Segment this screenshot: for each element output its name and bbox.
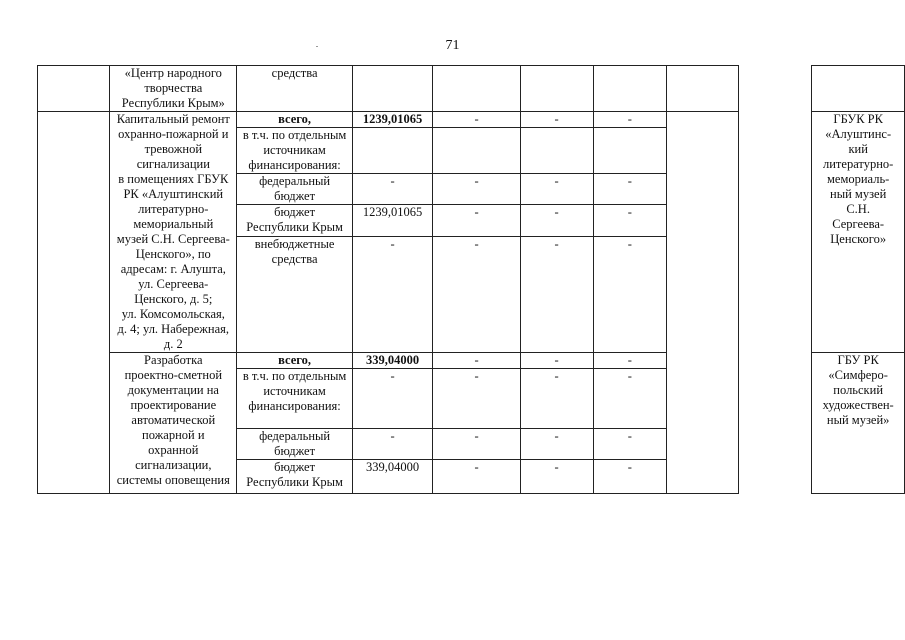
year-cell: - (433, 236, 520, 353)
total-cell: - (352, 174, 433, 205)
source-cell: в т.ч. по отдельным источникам финансирования: (237, 369, 352, 429)
empty-cell (667, 66, 739, 112)
source-cell: внебюджетные средства (237, 236, 352, 353)
total-cell: 339,04000 (352, 353, 433, 369)
total-cell (352, 128, 433, 174)
year-cell: - (520, 369, 593, 429)
year-cell: - (593, 460, 667, 494)
source-cell: бюджет Республики Крым (237, 460, 352, 494)
year-cell: - (433, 369, 520, 429)
number-cell (38, 66, 110, 112)
budget-table (37, 65, 905, 494)
year-cell (520, 128, 593, 174)
total-cell: 339,04000 (352, 460, 433, 494)
total-cell: 1239,01065 (352, 205, 433, 236)
year-cell: - (433, 205, 520, 236)
source-cell: в т.ч. по отдельным источникам финансирования: (237, 128, 352, 174)
scan-artifact (316, 46, 318, 47)
year-cell: - (520, 112, 593, 128)
description-cell: «Центр народного творчества Республики Крым» (110, 66, 237, 112)
source-cell: федеральный бюджет (237, 174, 352, 205)
table-row (38, 66, 905, 112)
source-cell: средства (237, 66, 352, 112)
source-cell: бюджет Республики Крым (237, 205, 352, 236)
year-cell (433, 66, 520, 112)
year-cell (433, 128, 520, 174)
total-cell (352, 66, 433, 112)
responsible-cell: ГБУК РК «Алуштинс- кий литературно- мемориаль- ный музей С.Н. Сергеева- Ценского» (812, 112, 905, 353)
page-number: 71 (445, 38, 460, 53)
total-cell: 1239,01065 (352, 112, 433, 128)
description-cell: Капитальный ремонт охранно-пожарной и тревожной сигнализации в помещениях ГБУК РК «Алуштинский литературно- мемориальный музей С.Н. Сергеева- Ценского», по адресам: г. Алушта, ул. Сергеева- Ценского, д. 5; ул. Комсомольская, д. 4; ул. Набережная, д. 2 (110, 112, 237, 353)
year-cell: - (433, 174, 520, 205)
total-cell: - (352, 236, 433, 353)
gap-cell (739, 112, 812, 494)
year-cell: - (520, 460, 593, 494)
year-cell (593, 66, 667, 112)
year-cell: - (433, 429, 520, 460)
year-cell: - (520, 236, 593, 353)
responsible-cell: ГБУ РК «Симферо- польский художествен- ный музей» (812, 353, 905, 494)
gap-cell (739, 66, 812, 112)
year-cell: - (520, 429, 593, 460)
year-cell (593, 128, 667, 174)
year-cell: - (593, 205, 667, 236)
source-cell: федеральный бюджет (237, 429, 352, 460)
year-cell: - (520, 174, 593, 205)
total-cell: - (352, 429, 433, 460)
total-cell: - (352, 369, 433, 429)
year-cell: - (433, 460, 520, 494)
year-cell: - (433, 353, 520, 369)
year-cell: - (520, 353, 593, 369)
description-cell: Разработка проектно-сметной документации на проектирование автоматической пожарной и охранной сигнализации, системы оповещения (110, 353, 237, 494)
year-cell: - (593, 353, 667, 369)
year-cell: - (593, 174, 667, 205)
source-cell: всего, (237, 112, 352, 128)
number-cell (38, 112, 110, 494)
year-cell: - (520, 205, 593, 236)
year-cell: - (593, 369, 667, 429)
responsible-cell (812, 66, 905, 112)
year-cell: - (593, 236, 667, 353)
year-cell: - (433, 112, 520, 128)
year-cell: - (593, 429, 667, 460)
empty-cell (667, 112, 739, 494)
table-row (38, 112, 905, 128)
year-cell: - (593, 112, 667, 128)
year-cell (520, 66, 593, 112)
source-cell: всего, (237, 353, 352, 369)
